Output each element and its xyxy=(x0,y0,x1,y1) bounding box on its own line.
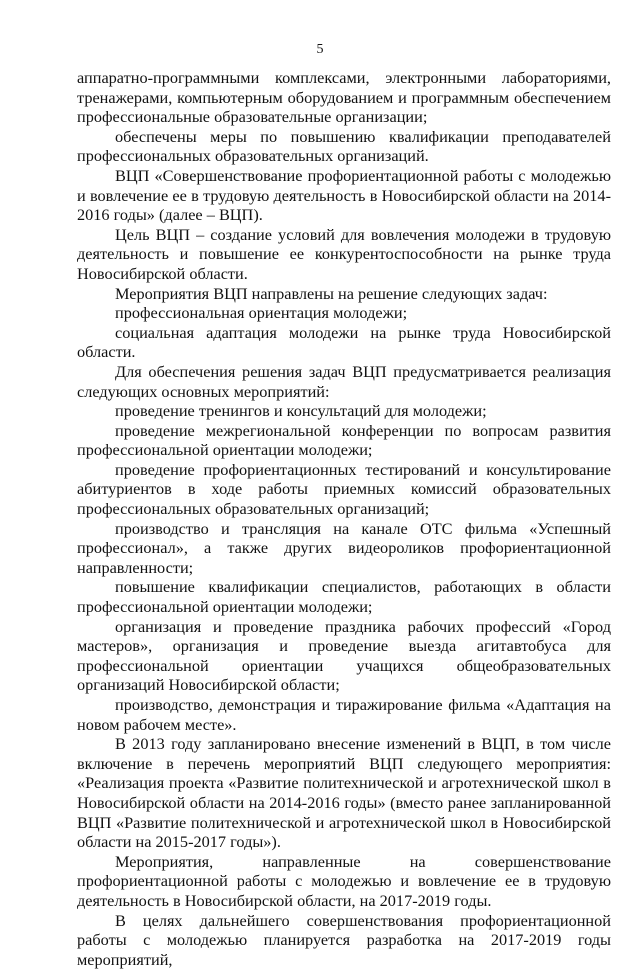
paragraph: проведение профориентационных тестирований и консультирование абитуриентов в ходе работы приемных комиссий образовательных профессиональных образовательных организаций; xyxy=(77,459,611,519)
paragraph: проведение тренингов и консультаций для молодежи; xyxy=(115,401,487,421)
paragraph: аппаратно-программными комплексами, электронными лабораториями, тренажерами, компьютерным оборудованием и программным обеспечением профессиональные образовательные организации; xyxy=(77,68,611,127)
paragraph: Мероприятия, направленные на совершенствование профориентационной работы с молодежью и вовлечение ее в трудовую деятельность в Новосибирской области, на 2017-2019 годы. xyxy=(77,851,611,910)
paragraph: проведение межрегиональной конференции по вопросам развития профессиональной ориентации молодежи; xyxy=(77,420,611,460)
paragraph: производство, демонстрация и тиражирование фильма «Адаптация на новом рабочем месте». xyxy=(77,695,611,734)
paragraph: Мероприятия ВЦП направлены на решение следующих задач: xyxy=(115,283,548,303)
paragraph: Для обеспечения решения задач ВЦП предусматривается реализация следующих основных мероприятий: xyxy=(77,361,611,401)
paragraph: профессиональная ориентация молодежи; xyxy=(115,303,408,323)
paragraph: В 2013 году запланировано внесение изменений в ВЦП, в том числе включение в перечень мероприятий ВЦП следующего мероприятия: «Реализация проекта «Развитие политехнической и агротехнической школ в Новосибирской области на 2014-2016 годы» (вместо ранее запланированной ВЦП «Развитие политехнической и агротехнической школ в Новосибирской области на 2015-2017 годы»). xyxy=(77,734,611,852)
paragraph: производство и трансляция на канале ОТС фильма «Успешный профессионал», а также других видеороликов профориентационной направленности; xyxy=(77,518,611,577)
paragraph: В целях дальнейшего совершенствования профориентационной работы с молодежью планируется разработка на 2017-2019 годы мероприятий, xyxy=(77,910,611,969)
paragraph: организация и проведение праздника рабочих профессий «Город мастеров», организация и проведение выезда агитавтобуса для профессиональной ориентации учащихся общеобразовательных организаций Новосибирской области; xyxy=(77,616,611,695)
paragraph: ВЦП «Совершенствование профориентационной работы с молодежью и вовлечение ее в трудовую деятельность в Новосибирской области на 2014-2016 годы» (далее – ВЦП). xyxy=(77,165,611,225)
paragraph: повышение квалификации специалистов, работающих в области профессиональной ориентации молодежи; xyxy=(77,577,611,617)
paragraph: обеспечены меры по повышению квалификации преподавателей профессиональных образовательных организаций. xyxy=(77,126,611,166)
document-body xyxy=(77,68,611,969)
paragraph: социальная адаптация молодежи на рынке труда Новосибирской области. xyxy=(77,322,611,362)
paragraph: Цель ВЦП – создание условий для вовлечения молодежи в трудовую деятельность и повышение ее конкурентоспособности на рынке труда Новосибирской области. xyxy=(77,224,611,283)
page-number: 5 xyxy=(316,42,324,57)
